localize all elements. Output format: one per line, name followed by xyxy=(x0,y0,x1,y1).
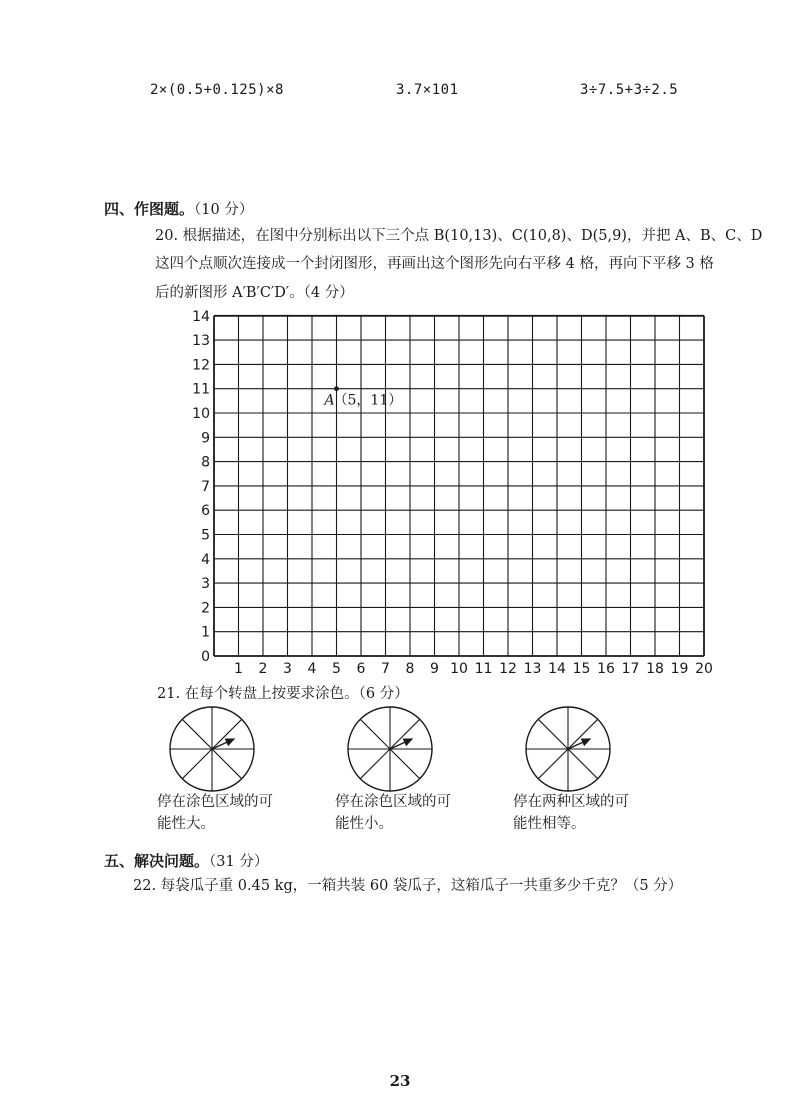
point-name-label: A xyxy=(324,392,335,409)
x-tick-label: 14 xyxy=(548,661,566,677)
x-tick-label: 13 xyxy=(523,661,542,677)
x-tick-label: 10 xyxy=(450,661,468,677)
spinner-1-caption: 停在涂色区域的可能性大。 xyxy=(157,794,273,832)
spinner-3-arrow xyxy=(568,739,590,749)
x-tick-label: 7 xyxy=(381,661,390,677)
x-tick-label: 12 xyxy=(499,661,517,677)
x-tick-label: 20 xyxy=(695,661,713,677)
expression-1: 2×(0.5+0.125)×8 xyxy=(150,82,284,98)
x-tick-label: 3 xyxy=(283,661,292,677)
x-tick-label: 18 xyxy=(646,661,664,677)
q20-line-3: 后的新图形 A′B′C′D′。（4 分） xyxy=(155,285,354,301)
spinner-2-caption: 停在涂色区域的可能性小。 xyxy=(335,794,451,832)
x-tick-label: 11 xyxy=(474,661,493,677)
spinner-2 xyxy=(348,707,432,791)
x-tick-label: 1 xyxy=(234,661,243,677)
spinner-2-arrow xyxy=(390,739,412,749)
section-4-title: 四、作图题。 xyxy=(104,200,195,218)
x-tick-label: 5 xyxy=(332,661,341,677)
page-number: 23 xyxy=(389,1072,411,1090)
y-tick-label: 9 xyxy=(201,430,210,447)
x-tick-label: 4 xyxy=(307,661,317,677)
section-5-title: 五、解决问题。 xyxy=(104,852,210,870)
point-coord-label: （5，11） xyxy=(333,392,403,409)
y-tick-label: 13 xyxy=(192,333,210,350)
x-tick-label: 16 xyxy=(597,661,615,677)
y-tick-label: 14 xyxy=(192,308,210,325)
x-tick-label: 9 xyxy=(430,661,439,677)
x-tick-label: 6 xyxy=(356,661,366,677)
x-tick-label: 2 xyxy=(258,661,268,677)
section-5-score: （31 分） xyxy=(209,854,269,870)
spinner-3-caption: 停在两种区域的可能性相等。 xyxy=(513,794,629,832)
y-tick-label: 1 xyxy=(201,624,210,641)
x-tick-label: 15 xyxy=(572,661,591,677)
section-4-score: （10 分） xyxy=(194,202,254,218)
x-tick-label: 17 xyxy=(621,661,640,677)
q20-line-1: 20. 根据描述，在图中分别标出以下三个点 B(10,13)、C(10,8)、D(5,9)，并把 A、B、C、D xyxy=(155,228,763,244)
y-tick-label: 2 xyxy=(201,600,210,617)
spinner-1-arrow xyxy=(212,739,234,749)
y-tick-label: 5 xyxy=(201,527,210,544)
y-tick-label: 6 xyxy=(201,503,210,520)
y-tick-label: 10 xyxy=(192,406,210,422)
y-tick-label: 7 xyxy=(201,478,210,495)
expression-2: 3.7×101 xyxy=(396,82,459,98)
y-tick-label: 4 xyxy=(201,551,210,568)
x-tick-label: 19 xyxy=(670,661,689,677)
y-tick-label: 3 xyxy=(201,576,210,593)
q22-text: 22. 每袋瓜子重 0.45 kg，一箱共装 60 袋瓜子，这箱瓜子一共重多少千克？（5 分） xyxy=(133,878,683,894)
q21-text: 21. 在每个转盘上按要求涂色。（6 分） xyxy=(157,686,409,702)
section-5-heading xyxy=(104,850,268,872)
y-tick-label: 12 xyxy=(192,357,210,374)
y-tick-label: 11 xyxy=(192,381,210,398)
spinner-3 xyxy=(526,707,610,791)
q20-line-2: 这四个点顺次连接成一个封闭图形，再画出这个图形先向右平移 4 格，再向下平移 3 格 xyxy=(155,256,714,272)
expression-3: 3÷7.5+3÷2.5 xyxy=(580,82,679,98)
spinner-1 xyxy=(170,707,254,791)
x-tick-label: 8 xyxy=(405,661,415,677)
y-tick-label: 0 xyxy=(201,649,210,665)
y-tick-label: 8 xyxy=(201,454,210,471)
